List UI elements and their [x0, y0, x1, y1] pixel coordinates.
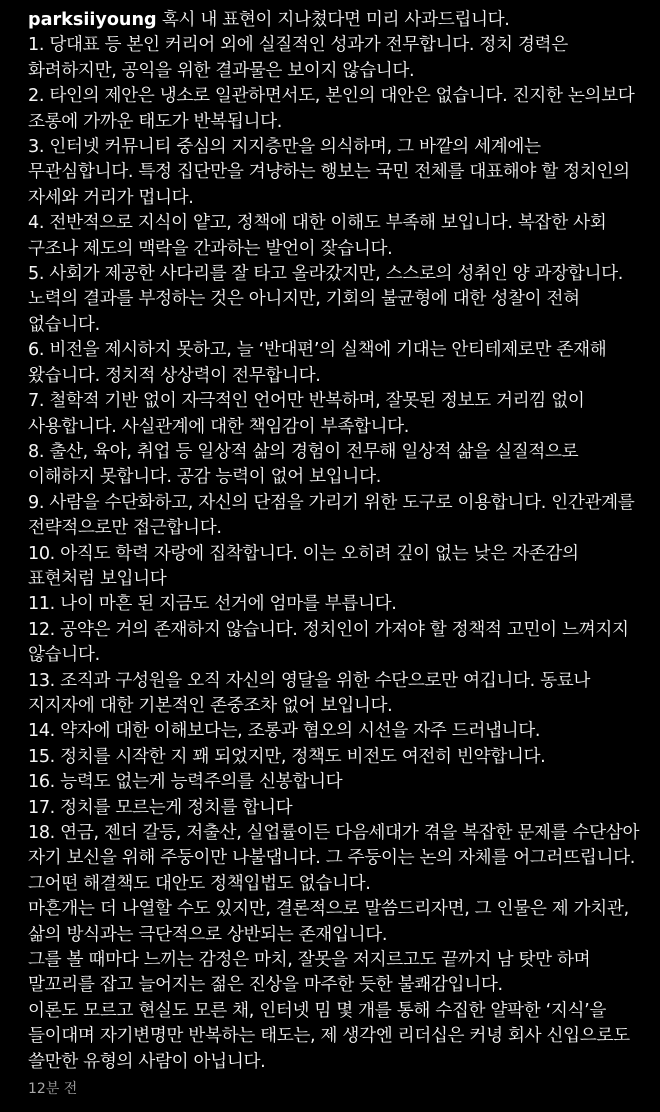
- list-item-8: 8. 출산, 육아, 취업 등 일상적 삶의 경험이 전무해 일상적 삶을 실질적으로 이해하지 못합니다. 공감 능력이 없어 보입니다.: [28, 441, 579, 488]
- list-item-4: 4. 전반적으로 지식이 얕고, 정책에 대한 이해도 부족해 보입니다. 복잡한 사회 구조나 제도의 맥락을 간과하는 발언이 잦습니다.: [28, 213, 607, 259]
- list-item-11: 11. 나이 마흔 된 지금도 선거에 엄마를 부릅니다.: [28, 594, 397, 615]
- caption-intro: [28, 8, 650, 33]
- list-item-14: 14. 약자에 대한 이해보다는, 조롱과 혐오의 시선을 자주 드러냅니다.: [28, 721, 541, 742]
- list-item-9: 9. 사람을 수단화하고, 자신의 단점을 가리기 위한 도구로 이용합니다. 인간관계를 전략적으로만 접근합니다.: [28, 492, 635, 539]
- list-item-13: 13. 조직과 구성원을 오직 자신의 영달을 위한 수단으로만 여깁니다. 동료나 지지자에 대한 기본적인 존중조차 없어 보입니다.: [28, 670, 591, 716]
- intro-text: 혹시 내 표현이 지나쳤다면 미리 사과드립니다.: [161, 10, 510, 30]
- list-item-7: 7. 철학적 기반 없이 자극적인 언어만 반복하며, 잘못된 정보도 거리낌 없이 사용합니다. 사실관계에 대한 책임감이 부족합니다.: [28, 391, 585, 437]
- post-caption: [28, 8, 650, 1075]
- list-item-15: 15. 정치를 시작한 지 꽤 되었지만, 정책도 비전도 여전히 빈약합니다.: [28, 746, 546, 767]
- username-link[interactable]: parksiiyoung: [28, 10, 157, 30]
- list-item-1: 1. 당대표 등 본인 커리어 외에 실질적인 성과가 전무합니다. 정치 경력은 화려하지만, 공익을 위한 결과물은 보이지 않습니다.: [28, 35, 568, 81]
- list-item-3: 3. 인터넷 커뮤니티 중심의 지지층만을 의식하며, 그 바깥의 세계에는 무관심합니다. 특정 집단만을 겨냥하는 행보는 국민 전체를 대표해야 할 정치인의 자세와 거리가 멉니다.: [28, 137, 630, 208]
- list-item-16: 16. 능력도 없는게 능력주의를 신봉합니다: [28, 772, 343, 793]
- post-timestamp[interactable]: 12분 전: [28, 1081, 78, 1097]
- list-item-5: 5. 사회가 제공한 사다리를 잘 타고 올라갔지만, 스스로의 성취인 양 과장합니다. 노력의 결과를 부정하는 것은 아니지만, 기회의 불균형에 대한 성찰이 전혀 없습니다.: [28, 264, 624, 335]
- list-item-10: 10. 아직도 학력 자랑에 집착합니다. 이는 오히려 깊이 없는 낮은 자존감의 표현처럼 보입니다: [28, 543, 579, 589]
- closing-paragraph-2: 그를 볼 때마다 느끼는 감정은 마치, 잘못을 저지르고도 끝까지 남 탓만 하며 말꼬리를 잡고 늘어지는 젊은 진상을 마주한 듯한 불쾌감입니다.: [28, 950, 591, 996]
- list-item-6: 6. 비전을 제시하지 못하고, 늘 ‘반대편’의 실책에 기대는 안티테제로만 존재해 왔습니다. 정치적 상상력이 전무합니다.: [28, 340, 607, 386]
- list-item-12: 12. 공약은 거의 존재하지 않습니다. 정치인이 가져야 할 정책적 고민이 느껴지지 않습니다.: [28, 619, 629, 666]
- closing-paragraph-1: 마흔개는 더 나열할 수도 있지만, 결론적으로 말씀드리자면, 그 인물은 제 가치관, 삶의 방식과는 극단적으로 상반되는 존재입니다.: [28, 899, 629, 945]
- list-item-18: 18. 연금, 젠더 갈등, 저출산, 실업률이든 다음세대가 겪을 복잡한 문제를 수단삼아 자기 보신을 위해 주둥이만 나불댑니다. 그 주둥이는 논의 자체를 어그러뜨립니다. 그어떤 해결책도 대안도 정책입법도 없습니다.: [28, 823, 640, 894]
- list-item-17: 17. 정치를 모르는게 정치를 합니다: [28, 797, 293, 818]
- closing-paragraph-3: 이론도 모르고 현실도 모른 채, 인터넷 밈 몇 개를 통해 수집한 얄팍한 ‘지식’을 들이대며 자기변명만 반복하는 태도는, 제 생각엔 리더십은 커녕 회사 신입으로도 쓸만한 유형의 사람이 아닙니다.: [28, 1000, 630, 1072]
- list-item-2: 2. 타인의 제안은 냉소로 일관하면서도, 본인의 대안은 없습니다. 진지한 논의보다 조롱에 가까운 태도가 반복됩니다.: [28, 86, 635, 132]
